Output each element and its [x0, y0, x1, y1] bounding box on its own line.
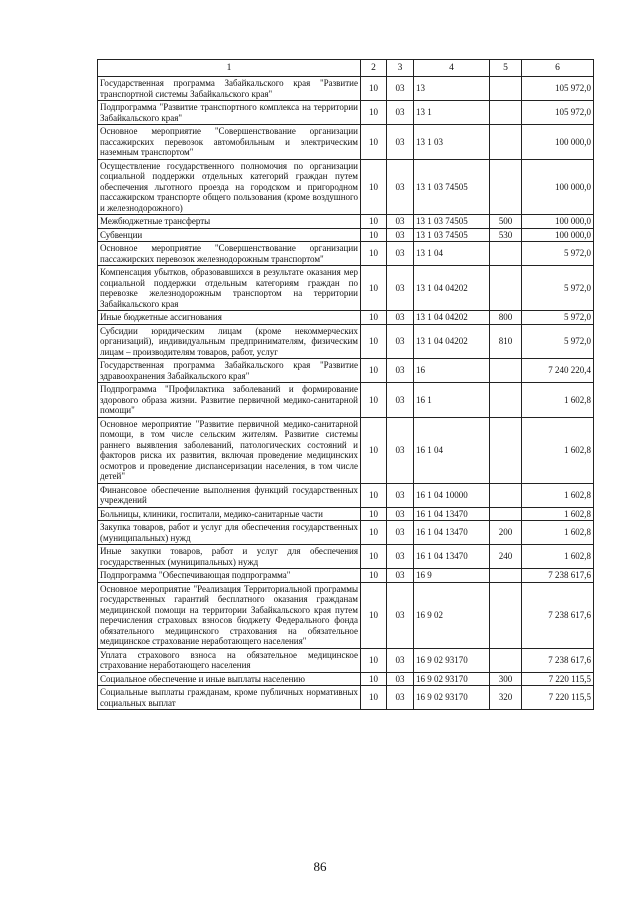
row-name: Больницы, клиники, госпитали, медико-санитарные части — [98, 507, 361, 521]
table-row — [98, 359, 594, 383]
row-target-article: 13 1 03 74505 — [414, 159, 490, 215]
row-amount: 5 972,0 — [522, 266, 594, 311]
row-section: 10 — [361, 483, 387, 507]
table-row — [98, 507, 594, 521]
row-target-article: 13 1 04 04202 — [414, 266, 490, 311]
row-subsection: 03 — [387, 159, 414, 215]
row-subsection: 03 — [387, 672, 414, 686]
table-row — [98, 101, 594, 125]
row-amount: 7 238 617,6 — [522, 569, 594, 583]
header-cell-3: 3 — [387, 60, 414, 77]
row-subsection: 03 — [387, 215, 414, 229]
table-row — [98, 545, 594, 569]
row-subsection: 03 — [387, 228, 414, 242]
row-subsection: 03 — [387, 417, 414, 483]
table-row — [98, 672, 594, 686]
row-section: 10 — [361, 228, 387, 242]
row-subsection: 03 — [387, 483, 414, 507]
row-amount: 1 602,8 — [522, 383, 594, 418]
row-subsection: 03 — [387, 266, 414, 311]
row-amount: 5 972,0 — [522, 324, 594, 359]
row-amount: 100 000,0 — [522, 159, 594, 215]
table-row — [98, 324, 594, 359]
row-expense-type: 300 — [490, 672, 522, 686]
row-section: 10 — [361, 569, 387, 583]
row-section: 10 — [361, 242, 387, 266]
row-amount: 100 000,0 — [522, 125, 594, 160]
row-expense-type: 810 — [490, 324, 522, 359]
row-amount: 7 238 617,6 — [522, 582, 594, 648]
row-expense-type — [490, 101, 522, 125]
row-amount: 5 972,0 — [522, 311, 594, 325]
row-name: Компенсация убытков, образовавшихся в результате оказания мер социальной поддержки отдельным категориям граждан по перевозке железнодорожным транспортом на территории Забайкальского края — [98, 266, 361, 311]
header-cell-5: 5 — [490, 60, 522, 77]
table-header — [98, 60, 594, 77]
row-name: Осуществление государственного полномочия по организации социальной поддержки отдельных категорий граждан путем обеспечения льготного проезда на городском и пригородном пассажирском транспорте общего пользования (кроме воздушного и железнодорожного) — [98, 159, 361, 215]
row-section: 10 — [361, 545, 387, 569]
row-expense-type — [490, 242, 522, 266]
row-target-article: 16 1 04 — [414, 417, 490, 483]
row-expense-type — [490, 582, 522, 648]
row-subsection: 03 — [387, 359, 414, 383]
row-name: Подпрограмма "Профилактика заболеваний и формирование здорового образа жизни. Развитие первичной медико-санитарной помощи" — [98, 383, 361, 418]
row-expense-type — [490, 417, 522, 483]
row-amount: 5 972,0 — [522, 242, 594, 266]
row-target-article: 13 1 03 74505 — [414, 215, 490, 229]
header-cell-2: 2 — [361, 60, 387, 77]
row-name: Государственная программа Забайкальского края "Развитие транспортной системы Забайкальского края" — [98, 77, 361, 101]
header-cell-4: 4 — [414, 60, 490, 77]
row-section: 10 — [361, 125, 387, 160]
row-subsection: 03 — [387, 242, 414, 266]
row-subsection: 03 — [387, 582, 414, 648]
row-expense-type: 240 — [490, 545, 522, 569]
table-row — [98, 266, 594, 311]
row-section: 10 — [361, 521, 387, 545]
row-section: 10 — [361, 159, 387, 215]
table-body — [98, 77, 594, 710]
row-name: Финансовое обеспечение выполнения функций государственных учреждений — [98, 483, 361, 507]
row-expense-type — [490, 359, 522, 383]
row-subsection: 03 — [387, 101, 414, 125]
row-section: 10 — [361, 672, 387, 686]
row-section: 10 — [361, 324, 387, 359]
row-target-article: 16 9 02 93170 — [414, 686, 490, 710]
table-row — [98, 242, 594, 266]
row-amount: 1 602,8 — [522, 545, 594, 569]
row-section: 10 — [361, 417, 387, 483]
row-amount: 7 220 115,5 — [522, 686, 594, 710]
row-expense-type — [490, 648, 522, 672]
row-section: 10 — [361, 648, 387, 672]
row-subsection: 03 — [387, 324, 414, 359]
row-section: 10 — [361, 582, 387, 648]
row-name: Субсидии юридическим лицам (кроме некоммерческих организаций), индивидуальным предпринимателям, физическим лицам – производителям товаров, работ, услуг — [98, 324, 361, 359]
row-name: Социальные выплаты гражданам, кроме публичных нормативных социальных выплат — [98, 686, 361, 710]
row-name: Основное мероприятие "Развитие первичной медико-санитарной помощи, в том числе сельским жителям. Развитие системы раннего выявления заболеваний, патологических состояний и факторов риска их развития, включая проведение медицинских осмотров и проведение диспансеризации населения, в том числе детей" — [98, 417, 361, 483]
row-expense-type — [490, 77, 522, 101]
row-section: 10 — [361, 383, 387, 418]
row-section: 10 — [361, 686, 387, 710]
table-row — [98, 125, 594, 160]
row-name: Субвенции — [98, 228, 361, 242]
row-name: Подпрограмма "Развитие транспортного комплекса на территории Забайкальского края" — [98, 101, 361, 125]
row-name: Государственная программа Забайкальского края "Развитие здравоохранения Забайкальского края" — [98, 359, 361, 383]
row-target-article: 16 1 04 13470 — [414, 545, 490, 569]
row-target-article: 16 9 02 93170 — [414, 648, 490, 672]
row-name: Закупка товаров, работ и услуг для обеспечения государственных (муниципальных) нужд — [98, 521, 361, 545]
row-expense-type: 530 — [490, 228, 522, 242]
row-target-article: 16 1 04 10000 — [414, 483, 490, 507]
row-amount: 1 602,8 — [522, 521, 594, 545]
row-section: 10 — [361, 101, 387, 125]
row-section: 10 — [361, 311, 387, 325]
table-row — [98, 383, 594, 418]
row-target-article: 13 1 03 74505 — [414, 228, 490, 242]
row-subsection: 03 — [387, 125, 414, 160]
row-name: Основное мероприятие "Реализация Территориальной программы государственных гарантий бесплатного оказания гражданам медицинской помощи на территории Забайкальского края путем перечисления страховых взносов бюджету Федерального фонда обязательного медицинского страхования на обязательное медицинское страхование неработающего населения" — [98, 582, 361, 648]
header-row — [98, 60, 594, 77]
row-subsection: 03 — [387, 507, 414, 521]
row-amount: 7 220 115,5 — [522, 672, 594, 686]
row-amount: 100 000,0 — [522, 215, 594, 229]
row-expense-type: 200 — [490, 521, 522, 545]
table-row — [98, 228, 594, 242]
row-target-article: 13 1 04 — [414, 242, 490, 266]
row-expense-type — [490, 483, 522, 507]
row-target-article: 13 1 04 04202 — [414, 324, 490, 359]
row-target-article: 13 1 — [414, 101, 490, 125]
page-number: 86 — [313, 859, 327, 874]
row-subsection: 03 — [387, 521, 414, 545]
table-row — [98, 648, 594, 672]
row-name: Основное мероприятие "Совершенствование организации пассажирских перевозок железнодорожным транспортом" — [98, 242, 361, 266]
row-amount: 100 000,0 — [522, 228, 594, 242]
table-row — [98, 483, 594, 507]
row-amount: 7 238 617,6 — [522, 648, 594, 672]
row-section: 10 — [361, 507, 387, 521]
row-amount: 7 240 220,4 — [522, 359, 594, 383]
row-target-article: 13 1 03 — [414, 125, 490, 160]
header-cell-6: 6 — [522, 60, 594, 77]
row-expense-type: 500 — [490, 215, 522, 229]
row-amount: 1 602,8 — [522, 417, 594, 483]
table-row — [98, 521, 594, 545]
table-row — [98, 686, 594, 710]
table-row — [98, 215, 594, 229]
row-section: 10 — [361, 359, 387, 383]
row-target-article: 16 9 — [414, 569, 490, 583]
row-subsection: 03 — [387, 77, 414, 101]
row-name: Иные бюджетные ассигнования — [98, 311, 361, 325]
row-expense-type — [490, 159, 522, 215]
table-row — [98, 582, 594, 648]
row-target-article: 16 — [414, 359, 490, 383]
row-target-article: 16 1 04 13470 — [414, 507, 490, 521]
row-target-article: 16 9 02 — [414, 582, 490, 648]
row-subsection: 03 — [387, 311, 414, 325]
row-name: Иные закупки товаров, работ и услуг для обеспечения государственных (муниципальных) нужд — [98, 545, 361, 569]
row-expense-type — [490, 266, 522, 311]
row-subsection: 03 — [387, 383, 414, 418]
budget-table-container — [97, 59, 593, 710]
row-amount: 1 602,8 — [522, 483, 594, 507]
row-target-article: 13 1 04 04202 — [414, 311, 490, 325]
row-expense-type: 320 — [490, 686, 522, 710]
row-name: Межбюджетные трансферты — [98, 215, 361, 229]
row-subsection: 03 — [387, 569, 414, 583]
row-subsection: 03 — [387, 545, 414, 569]
table-row — [98, 569, 594, 583]
row-section: 10 — [361, 215, 387, 229]
header-cell-1: 1 — [98, 60, 361, 77]
row-expense-type — [490, 125, 522, 160]
row-section: 10 — [361, 77, 387, 101]
row-amount: 1 602,8 — [522, 507, 594, 521]
table-row — [98, 311, 594, 325]
row-name: Уплата страхового взноса на обязательное медицинское страхование неработающего населения — [98, 648, 361, 672]
table-row — [98, 417, 594, 483]
row-target-article: 16 1 04 13470 — [414, 521, 490, 545]
budget-table — [97, 59, 594, 710]
row-target-article: 13 — [414, 77, 490, 101]
row-name: Основное мероприятие "Совершенствование организации пассажирских перевозок автомобильным и электрическим наземным транспортом" — [98, 125, 361, 160]
row-expense-type — [490, 569, 522, 583]
row-expense-type — [490, 383, 522, 418]
row-name: Социальное обеспечение и иные выплаты населению — [98, 672, 361, 686]
row-target-article: 16 1 — [414, 383, 490, 418]
row-subsection: 03 — [387, 686, 414, 710]
row-section: 10 — [361, 266, 387, 311]
row-expense-type — [490, 507, 522, 521]
row-expense-type: 800 — [490, 311, 522, 325]
table-row — [98, 159, 594, 215]
row-amount: 105 972,0 — [522, 101, 594, 125]
row-target-article: 16 9 02 93170 — [414, 672, 490, 686]
table-row — [98, 77, 594, 101]
row-name: Подпрограмма "Обеспечивающая подпрограмма" — [98, 569, 361, 583]
row-amount: 105 972,0 — [522, 77, 594, 101]
row-subsection: 03 — [387, 648, 414, 672]
